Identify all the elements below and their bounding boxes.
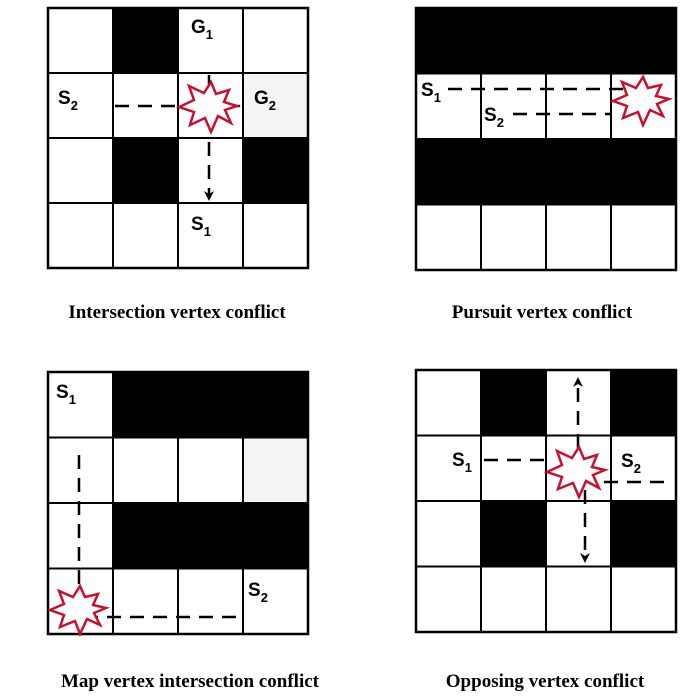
grid [48,372,308,634]
grid-cell-free [243,203,308,268]
grid-cell-obstacle [611,139,676,205]
label-g2: $G_2$ [254,88,277,113]
panel-opposing-vertex-conflict [416,370,676,692]
grid-cell-obstacle [113,138,178,203]
grid-cell-free [416,567,481,633]
grid-cell-free [416,205,481,271]
grid-cell-obstacle [243,372,308,438]
grid-cell-free [48,503,113,569]
grid-cell-obstacle [611,370,676,436]
grid-cell-free [113,438,178,504]
grid-cell-obstacle [546,8,611,74]
grid-cell-obstacle [416,8,481,74]
grid-cell-free [416,370,481,436]
grid-cell-goal [243,438,308,504]
label-s1: $S_1$ [452,450,472,475]
grid-cell-free [178,138,243,203]
caption: Map vertex intersection conflict [61,671,319,692]
label-g1: $G_1$ [191,17,214,42]
grid-cell-obstacle [243,138,308,203]
grid-cell-free [178,569,243,635]
panel-pursuit-vertex-conflict [416,8,676,323]
grid-cell-obstacle [113,503,178,569]
label-s1: $S_1$ [56,382,76,407]
grid-cell-obstacle [113,372,178,438]
grid-cell-free [48,438,113,504]
caption: Pursuit vertex conflict [451,302,633,323]
grid-cell-obstacle [481,8,546,74]
grid-cell-free [113,203,178,268]
grid-cell-free [416,501,481,567]
grid-cell-obstacle [178,372,243,438]
grid-cell-obstacle [178,503,243,569]
label-s1: $S_1$ [421,80,441,105]
label-s2: $S_2$ [58,88,78,113]
grid [416,370,676,632]
grid-cell-obstacle [481,370,546,436]
grid-cell-free [546,370,611,436]
grid-cell-obstacle [243,503,308,569]
grid-cell-free [48,8,113,73]
grid-cell-free [481,205,546,271]
grid-cell-obstacle [546,139,611,205]
grid-cell-free [546,205,611,271]
grid-cell-free [546,567,611,633]
label-s1: $S_1$ [191,214,211,239]
caption: Intersection vertex conflict [68,302,286,323]
grid-cell-free [481,436,546,502]
grid [416,8,676,270]
grid-cell-free [113,569,178,635]
grid-cell-free [546,74,611,140]
grid-cell-obstacle [416,139,481,205]
grid-cell-obstacle [481,139,546,205]
label-s2: $S_2$ [484,105,504,130]
grid-cell-free [611,567,676,633]
grid-cell-free [481,567,546,633]
grid-cell-free [178,438,243,504]
grid-cell-free [546,501,611,567]
grid-cell-free [243,569,308,635]
grid-cell-obstacle [611,501,676,567]
label-s2: $S_2$ [248,580,268,605]
grid-cell-free [611,205,676,271]
grid [48,8,308,268]
grid-cell-free [48,138,113,203]
grid-cell-free [243,8,308,73]
grid-cell-obstacle [113,8,178,73]
grid-cell-free [48,203,113,268]
label-s2: $S_2$ [621,451,641,476]
panel-map-vertex-intersection-conflict [48,372,320,692]
panel-intersection-vertex-conflict [48,8,308,323]
caption: Opposing vertex conflict [445,671,645,692]
grid-cell-obstacle [611,8,676,74]
grid-cell-obstacle [481,501,546,567]
